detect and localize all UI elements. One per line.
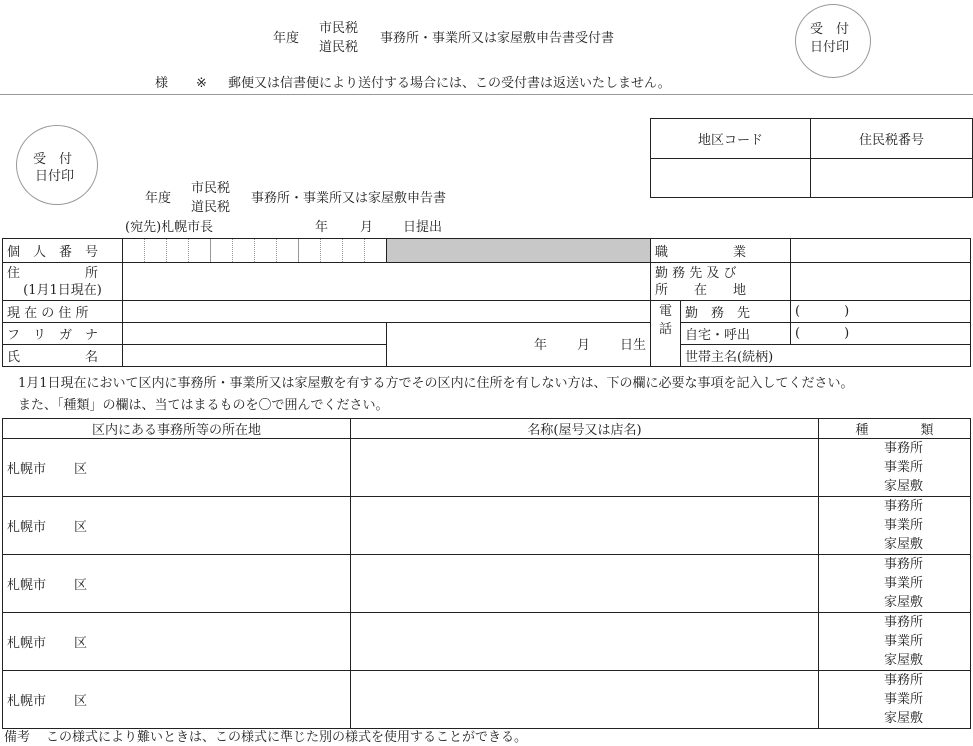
office-row bbox=[3, 555, 971, 613]
kind-office[interactable]: 事務所 bbox=[883, 441, 923, 456]
office-city: 札幌市 bbox=[7, 462, 47, 477]
office-name-field[interactable] bbox=[351, 613, 819, 671]
kind-business[interactable]: 事業所 bbox=[883, 518, 923, 533]
resident-tax-no-label: 住民税番号 bbox=[811, 119, 973, 159]
office-name-field[interactable] bbox=[351, 497, 819, 555]
phone-work-close: ) bbox=[844, 304, 850, 319]
kind-office[interactable]: 事務所 bbox=[883, 615, 923, 630]
receipt-stamp-line1: 受 付 bbox=[810, 22, 850, 37]
office-location-header: 区内にある事務所等の所在地 bbox=[3, 419, 351, 439]
birth-date-field[interactable] bbox=[387, 323, 651, 367]
office-location-field[interactable] bbox=[3, 497, 351, 555]
furigana-field[interactable] bbox=[123, 323, 387, 345]
office-ward: 区 bbox=[74, 520, 88, 535]
kind-house[interactable]: 家屋敷 bbox=[883, 711, 923, 726]
phone-work-label: 勤 務 先 bbox=[681, 301, 791, 323]
remarks-label: 備考 bbox=[4, 730, 31, 745]
phone-label: 電話 bbox=[651, 301, 681, 367]
office-city: 札幌市 bbox=[7, 694, 47, 709]
kind-business[interactable]: 事業所 bbox=[883, 692, 923, 707]
phone-home-label: 自宅・呼出 bbox=[681, 323, 791, 345]
phone-work-open: ( bbox=[795, 304, 801, 319]
kind-business[interactable]: 事業所 bbox=[883, 576, 923, 591]
kind-business[interactable]: 事業所 bbox=[883, 634, 923, 649]
form-year-label: 年度 bbox=[145, 191, 172, 206]
office-ward: 区 bbox=[74, 636, 88, 651]
office-name-field[interactable] bbox=[351, 671, 819, 729]
receipt-title: 事務所・事業所又は家屋敷申告書受付書 bbox=[380, 31, 615, 46]
office-location-field[interactable] bbox=[3, 439, 351, 497]
occupation-label: 職 業 bbox=[651, 239, 791, 263]
birth-year: 年 bbox=[533, 338, 547, 353]
office-name-field[interactable] bbox=[351, 439, 819, 497]
form-date-year: 年 bbox=[315, 220, 329, 235]
phone-home-open: ( bbox=[795, 326, 801, 341]
kind-house[interactable]: 家屋敷 bbox=[883, 479, 923, 494]
office-ward: 区 bbox=[74, 462, 88, 477]
form-title: 事務所・事業所又は家屋敷申告書 bbox=[251, 191, 447, 206]
remarks-text: この様式により難いときは、この様式に準じた別の様式を使用することができる。 bbox=[46, 730, 528, 745]
personal-table bbox=[2, 238, 971, 367]
household-head-label: 世帯主名(続柄) bbox=[681, 345, 971, 367]
address-label-line1: 住 所 bbox=[7, 265, 99, 281]
office-kind-header: 種 類 bbox=[819, 419, 971, 439]
kind-business[interactable]: 事業所 bbox=[883, 460, 923, 475]
cut-line bbox=[0, 94, 973, 95]
office-row bbox=[3, 613, 971, 671]
form-addressee: (宛先)札幌市長 bbox=[125, 220, 214, 235]
receipt-tax-line1: 市民税 bbox=[319, 21, 359, 36]
birth-day: 日生 bbox=[619, 338, 646, 353]
furigana-label: フ リ ガ ナ bbox=[3, 323, 123, 345]
form-date-submit: 日提出 bbox=[403, 220, 443, 235]
birth-month: 月 bbox=[576, 338, 590, 353]
current-address-label: 現 在 の 住 所 bbox=[3, 301, 123, 323]
phone-home-close: ) bbox=[844, 326, 850, 341]
form-tax-line2: 道民税 bbox=[191, 200, 231, 215]
address-field[interactable] bbox=[123, 263, 651, 301]
resident-tax-no-field[interactable] bbox=[811, 159, 973, 198]
kind-office[interactable]: 事務所 bbox=[883, 557, 923, 572]
instruction-line2: また、「種類」の欄は、当てはまるものを〇で囲んでください。 bbox=[18, 398, 389, 413]
office-name-field[interactable] bbox=[351, 555, 819, 613]
receipt-stamp-line2: 日付印 bbox=[810, 40, 850, 55]
phone-home-field[interactable] bbox=[791, 323, 971, 345]
kind-office[interactable]: 事務所 bbox=[883, 499, 923, 514]
workplace-label-line1: 勤 務 先 及 び bbox=[655, 265, 737, 281]
workplace-field[interactable] bbox=[791, 263, 971, 301]
code-table bbox=[650, 118, 973, 198]
kind-house[interactable]: 家屋敷 bbox=[883, 537, 923, 552]
address-label-line2: (1月1日現在) bbox=[23, 282, 102, 298]
office-location-field[interactable] bbox=[3, 555, 351, 613]
occupation-field[interactable] bbox=[791, 239, 971, 263]
district-code-label: 地区コード bbox=[651, 119, 811, 159]
form-date-month: 月 bbox=[360, 220, 374, 235]
instruction-line1: 1月1日現在において区内に事務所・事業所又は家屋敷を有する方でその区内に住所を有しない方は、下の欄に必要な事項を記入してください。 bbox=[18, 376, 854, 391]
form-stamp-line2: 日付印 bbox=[35, 169, 75, 184]
office-row bbox=[3, 671, 971, 729]
office-row bbox=[3, 497, 971, 555]
name-field[interactable] bbox=[123, 345, 387, 367]
office-name-header: 名称(屋号又は店名) bbox=[351, 419, 819, 439]
kind-house[interactable]: 家屋敷 bbox=[883, 653, 923, 668]
shaded-cell bbox=[387, 239, 651, 263]
office-row bbox=[3, 439, 971, 497]
form-stamp-line1: 受 付 bbox=[33, 152, 73, 167]
receipt-note: 郵便又は信書便により送付する場合には、この受付書は返送いたしません。 bbox=[228, 76, 671, 91]
phone-work-field[interactable] bbox=[791, 301, 971, 323]
office-city: 札幌市 bbox=[7, 578, 47, 593]
individual-number-label: 個 人 番 号 bbox=[3, 239, 123, 263]
form-tax-line1: 市民税 bbox=[191, 181, 231, 196]
office-city: 札幌市 bbox=[7, 636, 47, 651]
office-table bbox=[2, 418, 971, 729]
name-label: 氏 名 bbox=[3, 345, 123, 367]
kind-house[interactable]: 家屋敷 bbox=[883, 595, 923, 610]
receipt-tax-line2: 道民税 bbox=[319, 40, 359, 55]
district-code-field[interactable] bbox=[651, 159, 811, 198]
kind-office[interactable]: 事務所 bbox=[883, 673, 923, 688]
office-location-field[interactable] bbox=[3, 613, 351, 671]
current-address-field[interactable] bbox=[123, 301, 651, 323]
receipt-year-label: 年度 bbox=[273, 31, 300, 46]
workplace-label-line2: 所 在 地 bbox=[655, 282, 747, 298]
receipt-note-mark: ※ bbox=[196, 76, 207, 91]
individual-number-field[interactable] bbox=[123, 239, 387, 263]
office-location-field[interactable] bbox=[3, 671, 351, 729]
office-city: 札幌市 bbox=[7, 520, 47, 535]
office-ward: 区 bbox=[74, 578, 88, 593]
receipt-honorific: 様 bbox=[155, 76, 169, 91]
office-ward: 区 bbox=[74, 694, 88, 709]
